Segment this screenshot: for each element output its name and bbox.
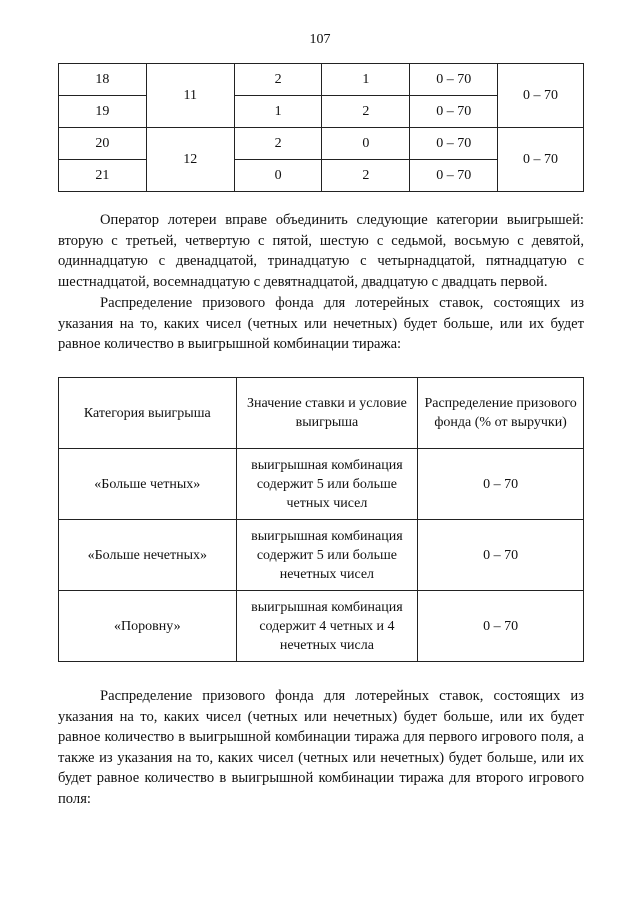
table-row: [59, 449, 584, 520]
value-a-cell: 0: [234, 160, 322, 192]
value-a-cell: 2: [234, 64, 322, 96]
group-distribution-cell: 0 – 70: [498, 128, 584, 192]
paragraph-text: Распределение призового фонда для лотерейных ставок, состоящих из указания на то, каких чисел (четных или нечетных) будет больше, или их будет равное количество в выигрышной комбинации тиража для первого игрового поля, а также из указания на то, каких чисел (четных или нечетных) будет больше, или их будет равное количество в выигрышной комбинации тиража для второго игрового поля:: [58, 688, 584, 807]
table-row: [59, 64, 584, 96]
page-number: 107: [309, 32, 331, 47]
condition-cell: выигрышная комбинация содержит 4 четных и 4 нечетных числа: [236, 591, 418, 662]
table-row: [59, 591, 584, 662]
header-distribution: Распределение призового фонда (% от выручки): [418, 378, 584, 449]
paragraph-prize-distribution: [58, 293, 584, 355]
prize-distribution-table: [58, 377, 584, 662]
distribution-cell: 0 – 70: [410, 128, 498, 160]
distribution-cell: 0 – 70: [410, 160, 498, 192]
distribution-cell: 0 – 70: [418, 449, 584, 520]
header-condition: Значение ставки и условие выигрыша: [236, 378, 418, 449]
value-b-cell: 0: [322, 128, 410, 160]
table-row: [59, 520, 584, 591]
category-cell: «Поровну»: [59, 591, 237, 662]
category-number-cell: 18: [59, 64, 147, 96]
value-b-cell: 2: [322, 96, 410, 128]
value-b-cell: 2: [322, 160, 410, 192]
paragraph-text: Распределение призового фонда для лотерейных ставок, состоящих из указания на то, каких чисел (четных или нечетных) будет больше, или их будет равное количество в выигрышной комбинации тиража:: [58, 295, 584, 352]
condition-cell: выигрышная комбинация содержит 5 или больше четных чисел: [236, 449, 418, 520]
distribution-cell: 0 – 70: [410, 64, 498, 96]
value-a-cell: 1: [234, 96, 322, 128]
winnings-table-continued: [58, 63, 584, 192]
paragraph-two-fields: [58, 686, 584, 809]
table-row: [59, 128, 584, 160]
distribution-cell: 0 – 70: [410, 96, 498, 128]
distribution-cell: 0 – 70: [418, 520, 584, 591]
table-header-row: [59, 378, 584, 449]
category-cell: «Больше четных»: [59, 449, 237, 520]
value-b-cell: 1: [322, 64, 410, 96]
value-a-cell: 2: [234, 128, 322, 160]
header-category: Категория выигрыша: [59, 378, 237, 449]
condition-cell: выигрышная комбинация содержит 5 или больше нечетных чисел: [236, 520, 418, 591]
distribution-cell: 0 – 70: [418, 591, 584, 662]
category-cell: «Больше нечетных»: [59, 520, 237, 591]
merged-value-cell: 12: [146, 128, 234, 192]
category-number-cell: 20: [59, 128, 147, 160]
merged-value-cell: 11: [146, 64, 234, 128]
category-number-cell: 19: [59, 96, 147, 128]
paragraph-merge-categories: [58, 210, 584, 292]
category-number-cell: 21: [59, 160, 147, 192]
paragraph-text: Оператор лотереи вправе объединить следующие категории выигрышей: вторую с третьей, четвертую с пятой, шестую с седьмой, восьмую с девятой, одиннадцатую с двенадцатой, тринадцатую с четырнадцатой, пятнадцатую с шестнадцатой, восемнадцатую с девятнадцатой, двадцатую с двадцать первой.: [58, 212, 584, 290]
group-distribution-cell: 0 – 70: [498, 64, 584, 128]
